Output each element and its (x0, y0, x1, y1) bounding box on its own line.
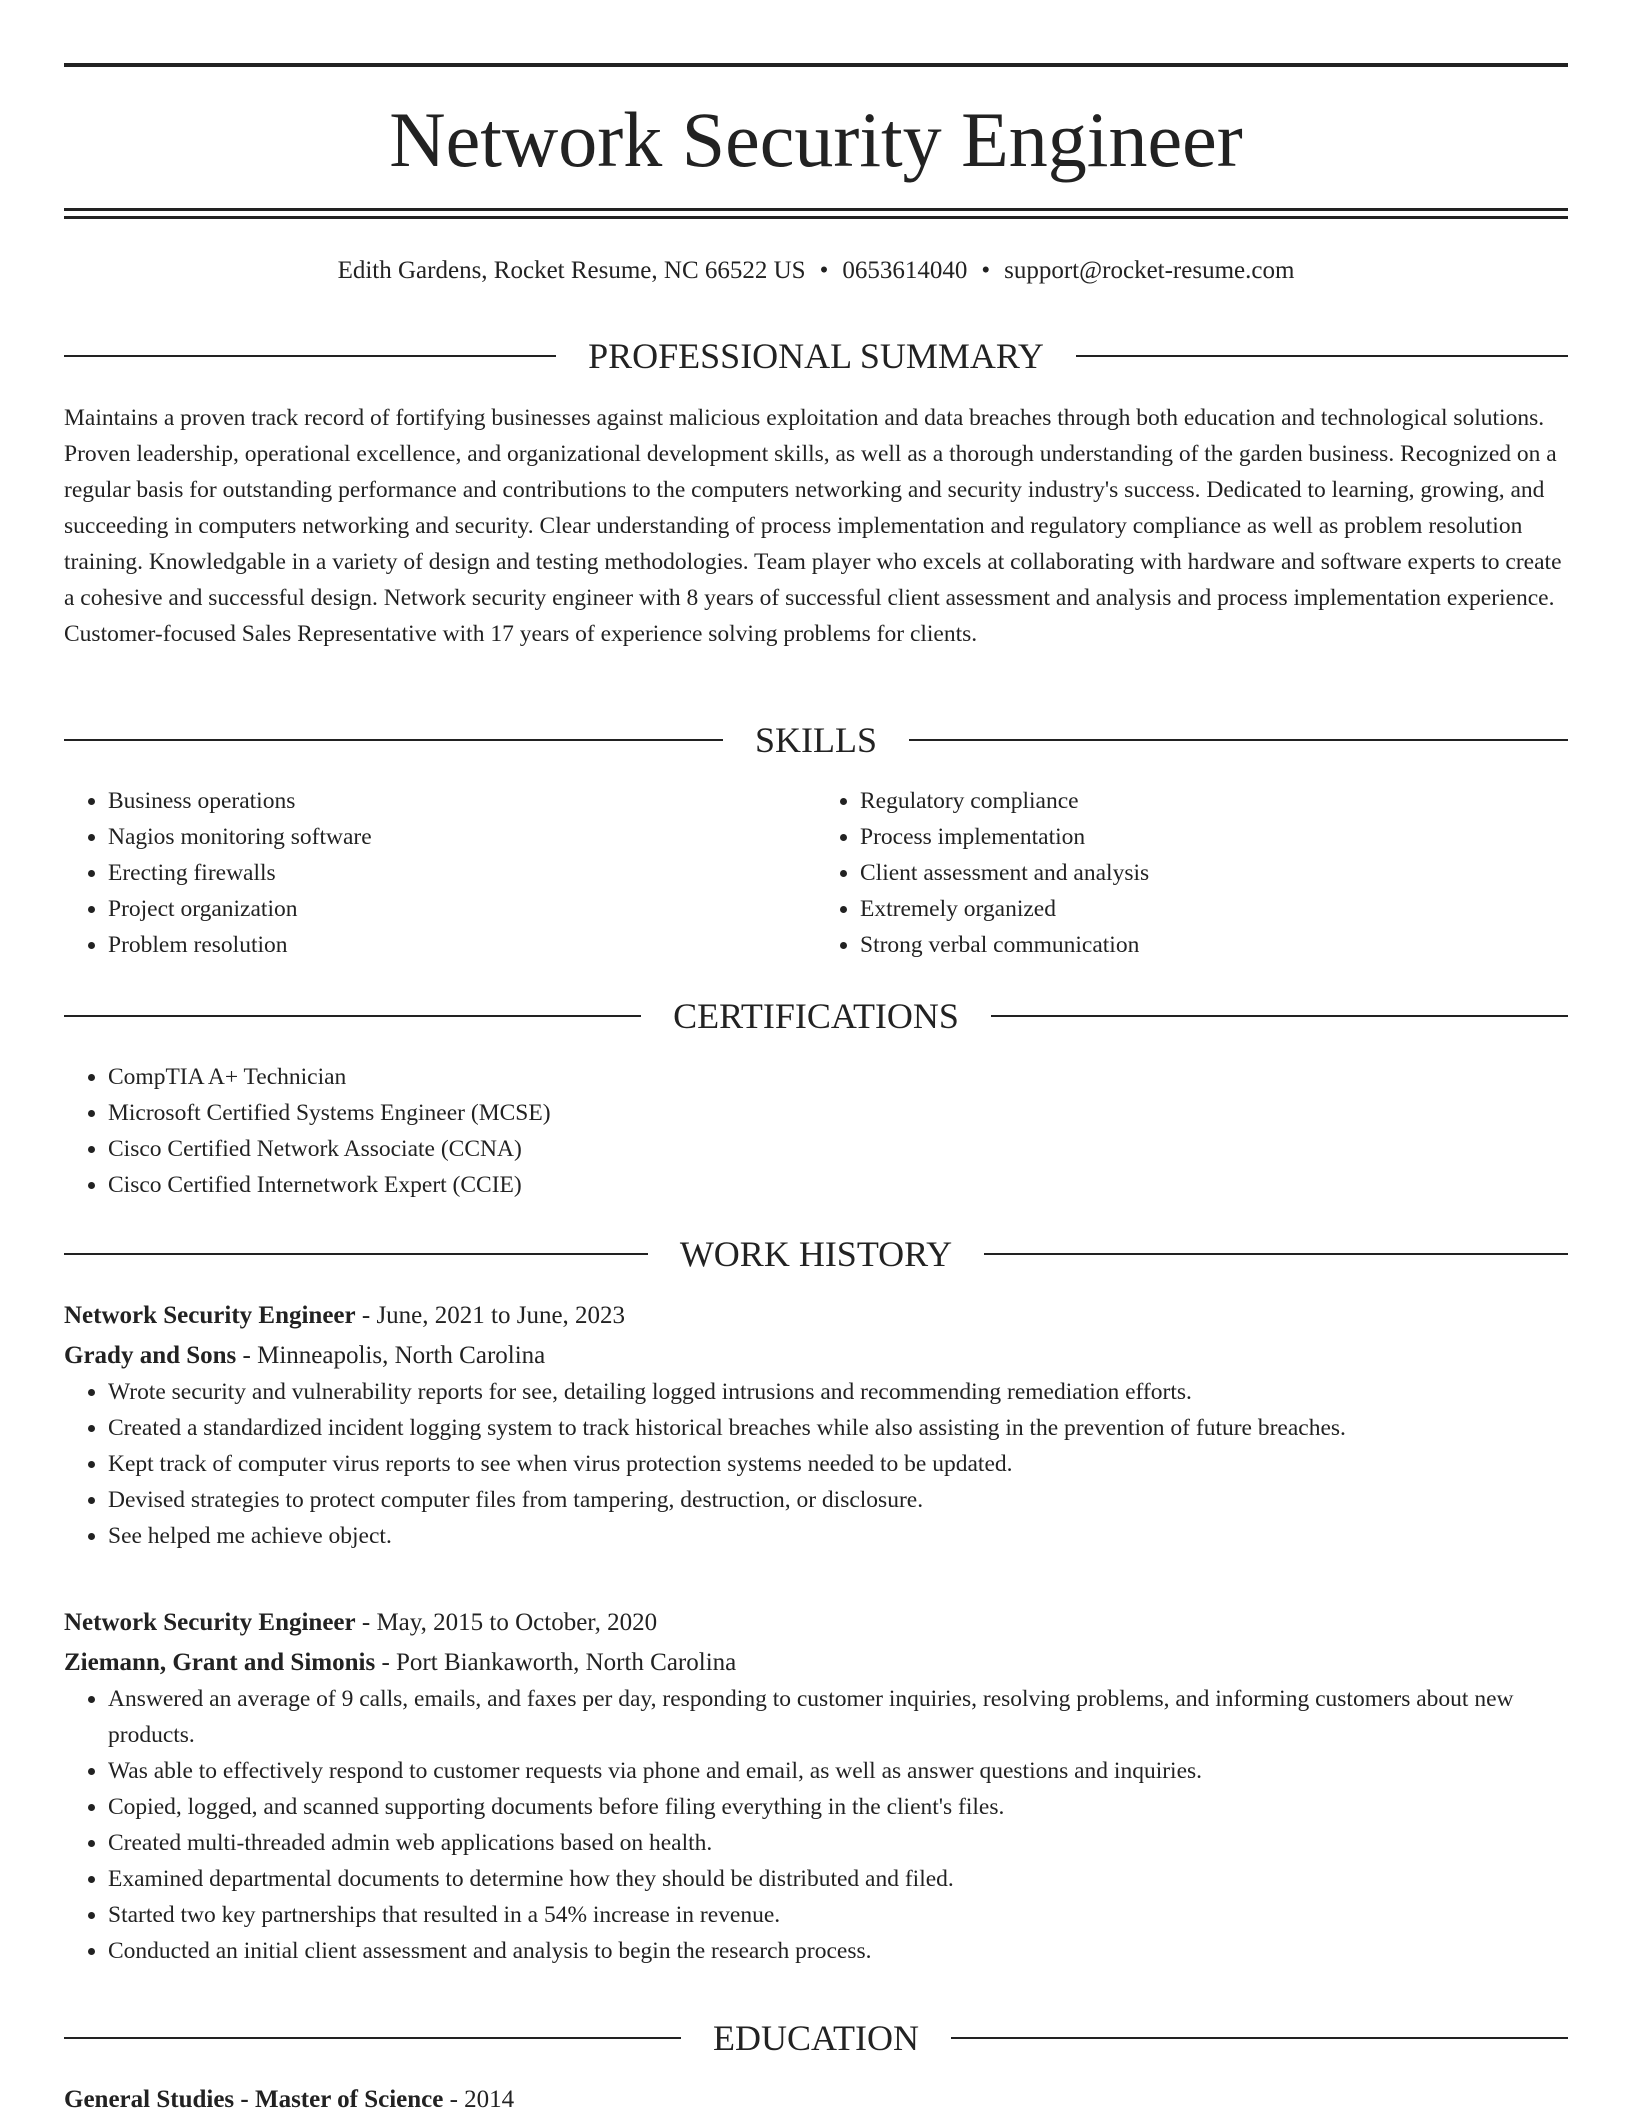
contact-line (64, 254, 1568, 288)
contact-phone: 0653614040 (842, 257, 968, 284)
education-heading (64, 2016, 1568, 2060)
certification-item: • Cisco Certified Network Associate (CCNA) (108, 1131, 1568, 1167)
work-history-heading (64, 1232, 1568, 1276)
certification-item: • Microsoft Certified Systems Engineer (MCSE) (108, 1095, 1568, 1131)
skill-item: • Project organization (108, 891, 816, 927)
job-bullets (64, 1681, 1568, 1969)
title-rule-upper (64, 208, 1568, 211)
job-bullet: • Wrote security and vulnerability reports for see, detailing logged intrusions and recommending remediation efforts. (108, 1374, 1568, 1410)
job-bullet: • Examined departmental documents to determine how they should be distributed and filed. (108, 1861, 1568, 1897)
work-history-heading-label: WORK HISTORY (679, 1234, 953, 1274)
job-title: Network Security Engineer (64, 1609, 356, 1636)
education-degree: Master of Science (254, 2086, 444, 2113)
job-company-line (64, 1645, 1568, 1681)
skill-item: • Regulatory compliance (860, 783, 1568, 819)
education-separator: - (234, 2086, 255, 2113)
job-entry (64, 1605, 1568, 1969)
job-bullet: • Was able to effectively respond to customer requests via phone and email, as well as answer questions and inquiries. (108, 1753, 1568, 1789)
education-heading-label: EDUCATION (713, 2018, 919, 2058)
job-dates: - May, 2015 to October, 2020 (355, 1609, 658, 1636)
job-company: Ziemann, Grant and Simonis (64, 1649, 376, 1676)
contact-separator: • (981, 257, 991, 284)
contact-separator: • (819, 257, 829, 284)
job-bullet: • Started two key partnerships that resulted in a 54% increase in revenue. (108, 1897, 1568, 1933)
skill-item: • Erecting firewalls (108, 855, 816, 891)
job-bullet: • Copied, logged, and scanned supporting documents before filing everything in the client's files. (108, 1789, 1568, 1825)
heading-rule-right (909, 739, 1568, 741)
certification-item: • Cisco Certified Internetwork Expert (CCIE) (108, 1167, 1568, 1203)
job-bullet: • Created multi-threaded admin web applications based on health. (108, 1825, 1568, 1861)
job-bullet: • See helped me achieve object. (108, 1518, 1568, 1554)
education-year: - 2014 (443, 2086, 515, 2113)
heading-rule-right (991, 1015, 1568, 1017)
heading-rule-left (64, 355, 556, 357)
job-location: - Minneapolis, North Carolina (236, 1342, 546, 1369)
heading-rule-right (1076, 355, 1568, 357)
job-bullet: • Kept track of computer virus reports to see when virus protection systems needed to be updated. (108, 1446, 1568, 1482)
job-title: Network Security Engineer (64, 1302, 356, 1329)
skills-column-left (64, 783, 816, 963)
job-company: Grady and Sons (64, 1342, 237, 1369)
skill-item: • Business operations (108, 783, 816, 819)
summary-heading-label: PROFESSIONAL SUMMARY (588, 336, 1044, 376)
education-field: General Studies (64, 2086, 235, 2113)
contact-address: Edith Gardens, Rocket Resume, NC 66522 US (337, 257, 806, 284)
heading-rule-left (64, 2037, 681, 2039)
job-title-line (64, 1298, 1568, 1334)
resume-title: Network Security Engineer (389, 96, 1243, 183)
certifications-list (64, 1059, 1568, 1203)
skill-item: • Strong verbal communication (860, 927, 1568, 963)
heading-rule-left (64, 739, 723, 741)
heading-rule-right (951, 2037, 1568, 2039)
job-company-line (64, 1338, 1568, 1374)
contact-email: support@rocket-resume.com (1004, 257, 1295, 284)
skill-item: • Nagios monitoring software (108, 819, 816, 855)
heading-rule-left (64, 1253, 648, 1255)
top-rule (64, 63, 1568, 67)
skill-item: • Client assessment and analysis (860, 855, 1568, 891)
job-bullet: • Created a standardized incident logging system to track historical breaches while also assisting in the prevention of future breaches. (108, 1410, 1568, 1446)
job-dates: - June, 2021 to June, 2023 (355, 1302, 626, 1329)
job-title-line (64, 1605, 1568, 1641)
summary-heading (64, 334, 1568, 378)
job-bullet: • Answered an average of 9 calls, emails, and faxes per day, responding to customer inquiries, resolving problems, and informing customers about new products. (108, 1681, 1568, 1753)
skill-item: • Process implementation (860, 819, 1568, 855)
skills-heading (64, 718, 1568, 762)
certifications-heading-label: CERTIFICATIONS (673, 996, 959, 1036)
skills-heading-label: SKILLS (755, 720, 878, 760)
skills-column-right (816, 783, 1568, 963)
job-bullet: • Conducted an initial client assessment and analysis to begin the research process. (108, 1933, 1568, 1969)
skills-list (64, 783, 1568, 963)
skill-item: • Problem resolution (108, 927, 816, 963)
education-entry (64, 2082, 1568, 2118)
summary-text: Maintains a proven track record of fortifying businesses against malicious exploitation and data breaches through both education and technological solutions. Proven leadership, operational excellence, and organizational development skills, as well as a thorough understanding of the garden business. Recognized on a regular basis for outstanding performance and contributions to the computers networking and security industry's success. Dedicated to learning, growing, and succeeding in computers networking and security. Clear understanding of process implementation and regulatory compliance as well as problem resolution training. Knowledgable in a variety of design and testing methodologies. Team player who excels at collaborating with hardware and software experts to create a cohesive and successful design. Network security engineer with 8 years of successful client assessment and analysis and process implementation experience. Customer-focused Sales Representative with 17 years of experience solving problems for clients. (64, 405, 1562, 647)
job-bullet: • Devised strategies to protect computer files from tampering, destruction, or disclosure. (108, 1482, 1568, 1518)
skill-item: • Extremely organized (860, 891, 1568, 927)
title-rule-lower (64, 216, 1568, 219)
heading-rule-left (64, 1015, 641, 1017)
job-entry (64, 1298, 1568, 1554)
heading-rule-right (984, 1253, 1568, 1255)
job-location: - Port Biankaworth, North Carolina (375, 1649, 737, 1676)
certifications-heading (64, 994, 1568, 1038)
job-bullets (64, 1374, 1568, 1554)
certification-item: • CompTIA A+ Technician (108, 1059, 1568, 1095)
